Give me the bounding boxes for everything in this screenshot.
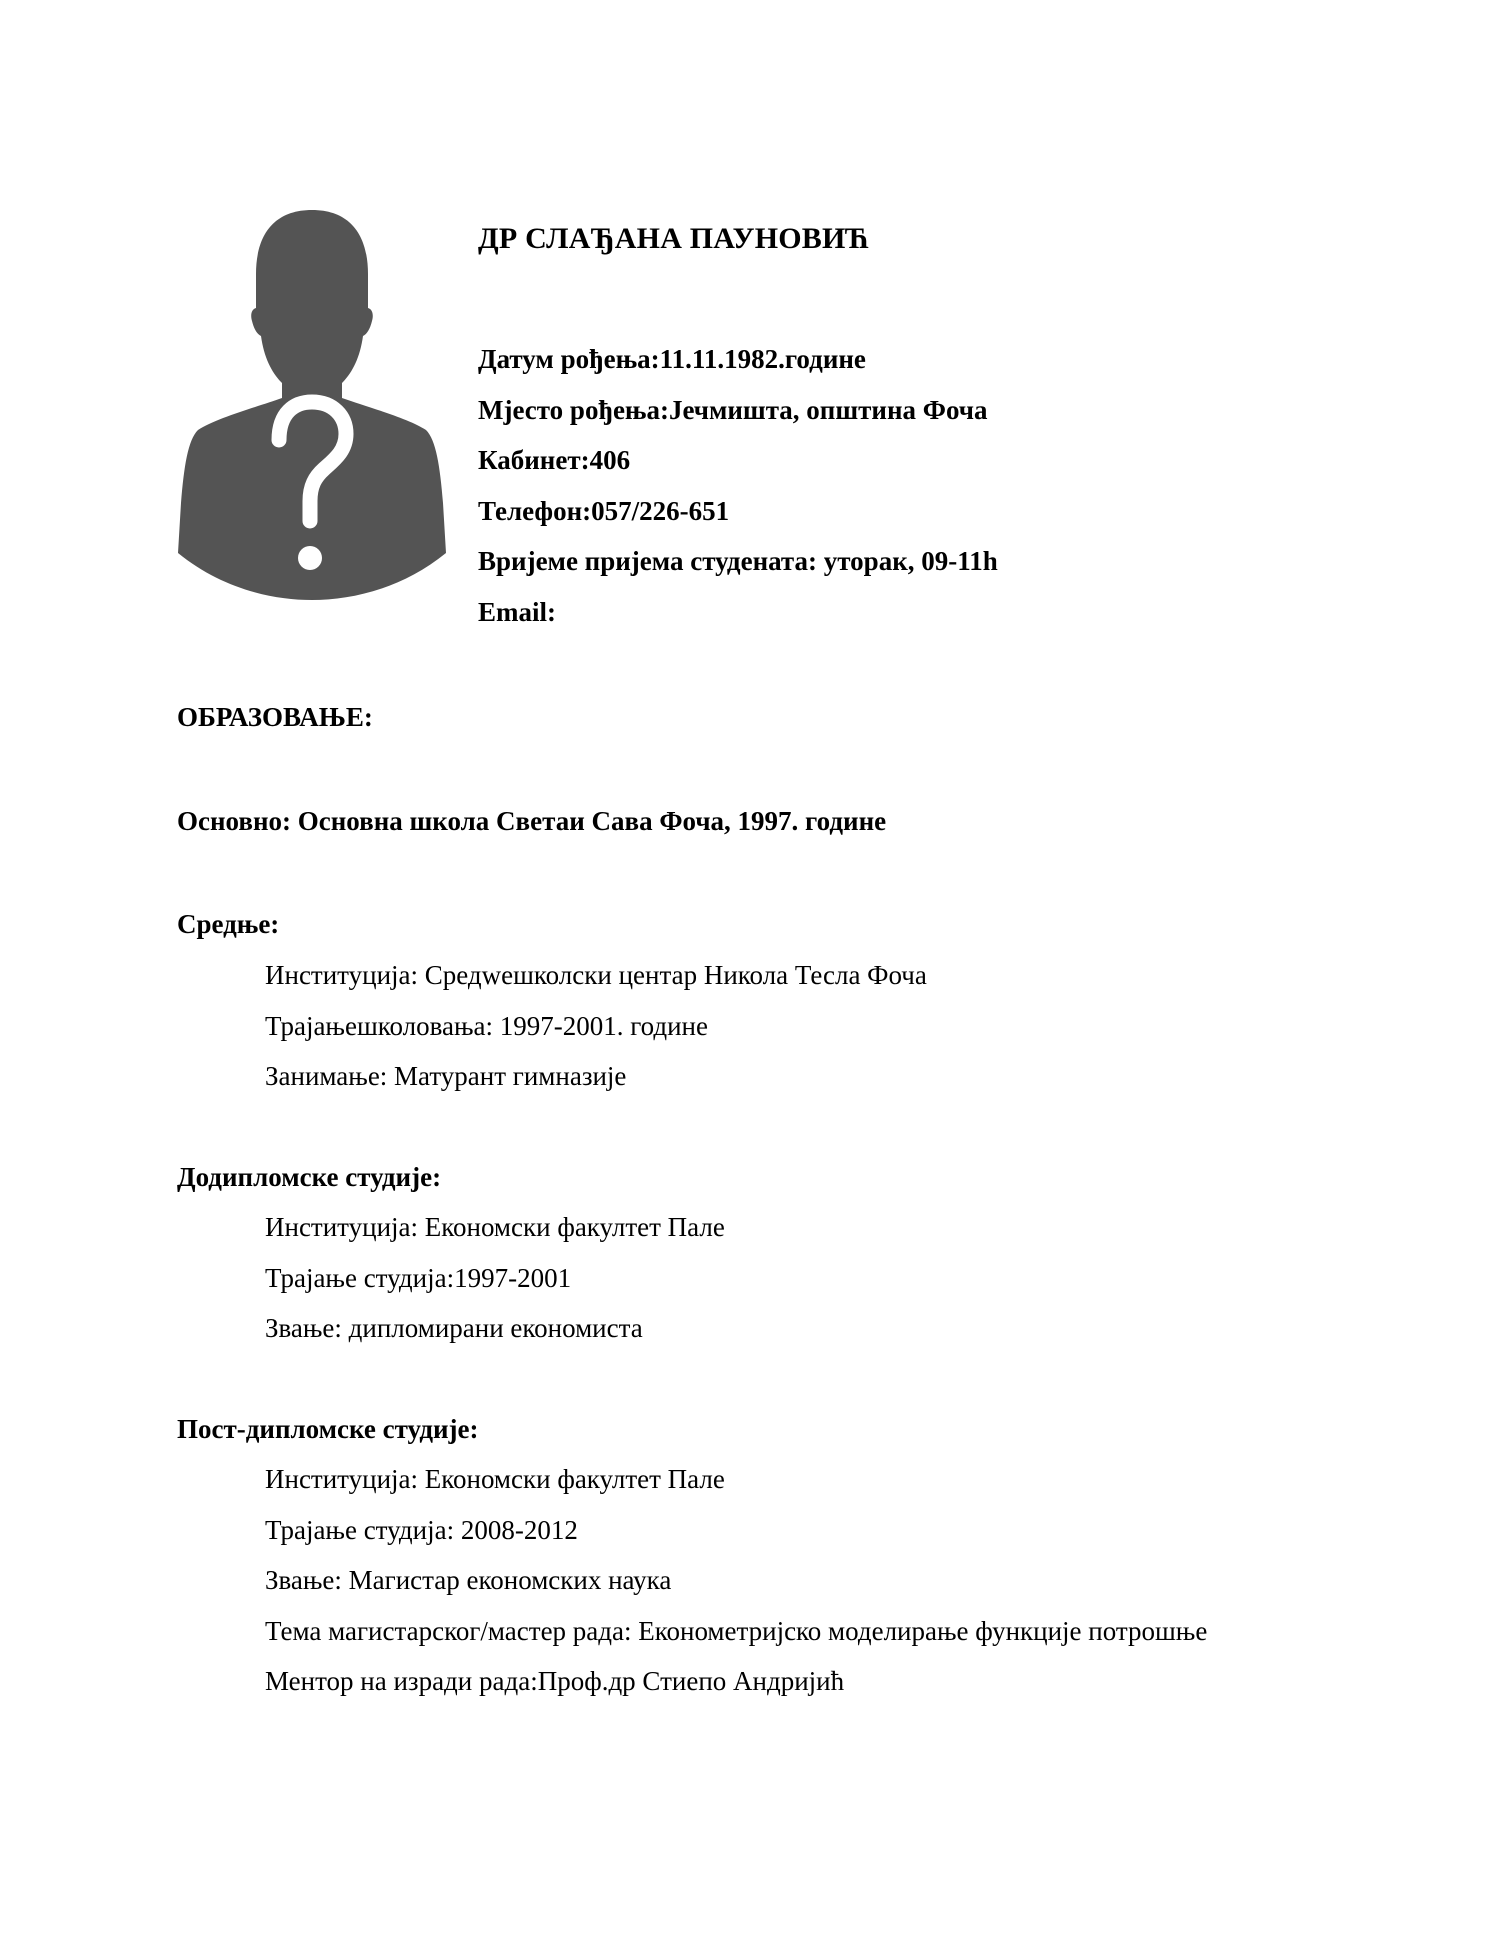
secondary-education-title: Средње: xyxy=(177,909,280,939)
office: Кабинет:406 xyxy=(478,445,631,476)
contact-info-list xyxy=(478,341,998,645)
primary-education: Основно: Основна школа Светаи Сава Фоча, 1997. године xyxy=(177,806,887,836)
unknown-person-silhouette-icon xyxy=(176,208,448,603)
undergraduate-degree: Звање: дипломирани економиста xyxy=(265,1313,643,1344)
postgraduate-title: Пост-дипломске студије: xyxy=(177,1414,479,1444)
undergraduate-title: Додипломске студије: xyxy=(177,1162,442,1192)
postgraduate-thesis-topic: Тема магистарског/мастер рада: Економетријско моделирање функције потрошње xyxy=(265,1615,1208,1646)
secondary-occupation: Занимање: Матурант гимназије xyxy=(265,1061,627,1092)
undergraduate-details xyxy=(265,1209,725,1361)
phone: Телефон:057/226-651 xyxy=(478,495,730,526)
postgraduate-duration: Трајање студија: 2008-2012 xyxy=(265,1514,578,1545)
birth-place: Мјесто рођења:Јечмишта, општина Фоча xyxy=(478,394,988,425)
postgraduate-institution: Институција: Економски факултет Пале xyxy=(265,1464,725,1494)
undergraduate-institution: Институција: Економски факултет Пале xyxy=(265,1212,725,1242)
secondary-education-details xyxy=(265,957,927,1109)
postgraduate-details xyxy=(265,1461,1207,1714)
person-name: ДР СЛАЂАНА ПАУНОВИЋ xyxy=(478,222,870,255)
secondary-institution: Институција: Средwешколски центар Никола Тесла Фоча xyxy=(265,960,927,990)
undergraduate-duration: Трајање студија:1997-2001 xyxy=(265,1262,572,1293)
postgraduate-mentor: Ментор на изради рада:Проф.др Стиепо Андријић xyxy=(265,1666,845,1697)
postgraduate-degree: Звање: Магистар економских наука xyxy=(265,1565,672,1596)
secondary-duration: Трајањешколовања: 1997-2001. године xyxy=(265,1010,708,1041)
education-heading: ОБРАЗОВАЊЕ: xyxy=(177,702,373,732)
email: Email: xyxy=(478,596,556,627)
office-hours: Вријеме пријема студената: уторак, 09-11h xyxy=(478,546,998,577)
birth-date: Датум рођења:11.11.1982.године xyxy=(478,344,866,374)
